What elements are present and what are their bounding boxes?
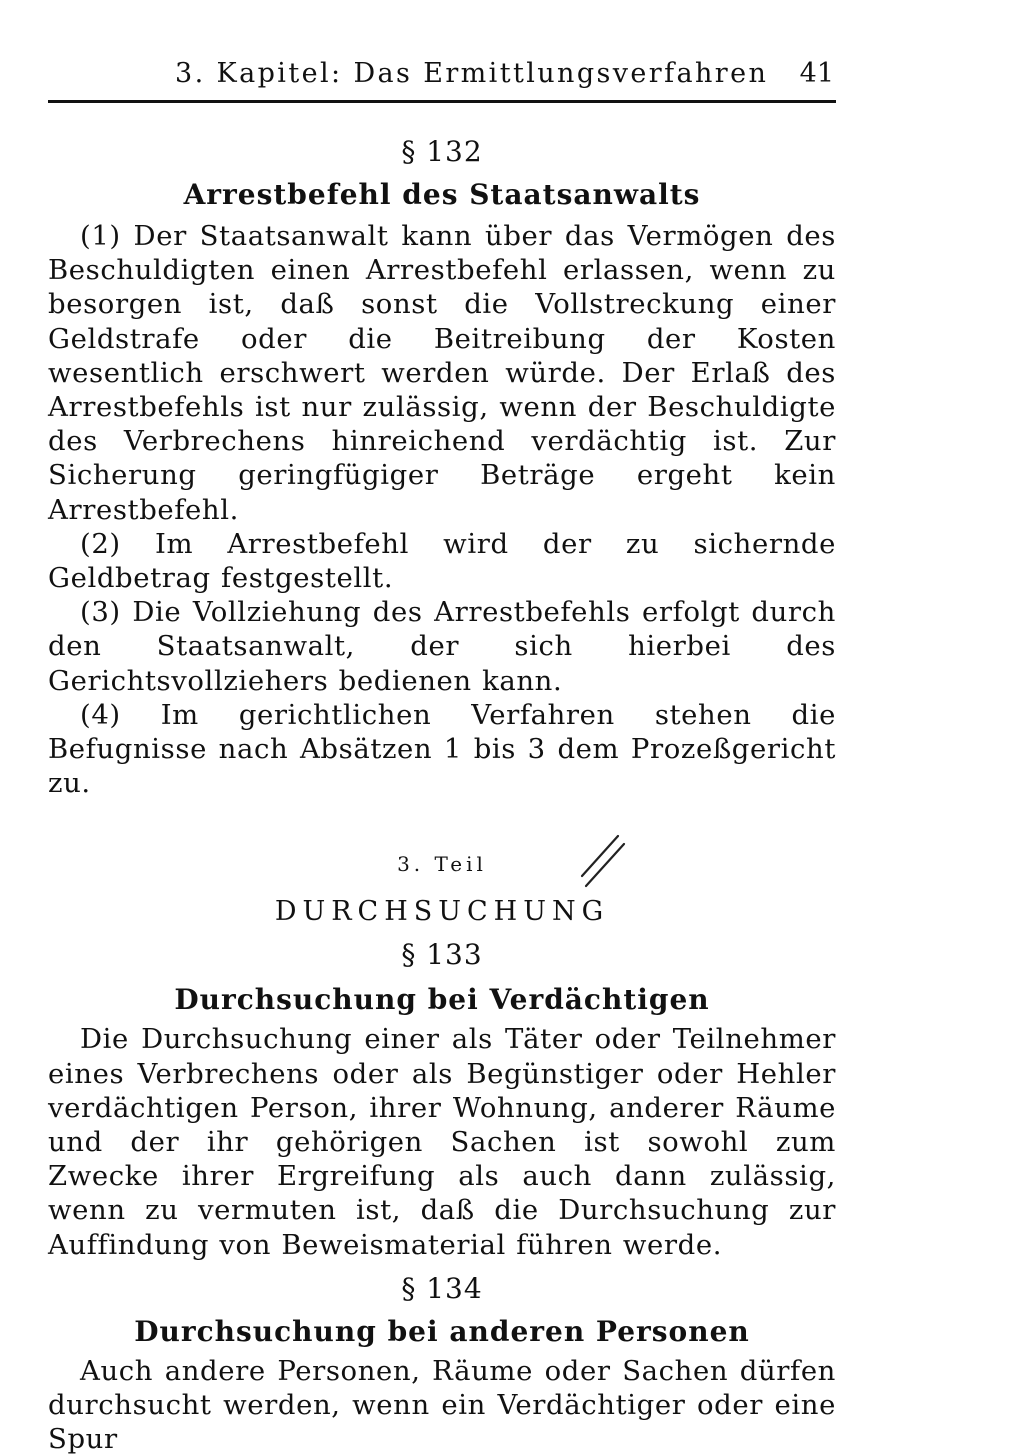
- section-133-number: § 133: [401, 938, 483, 972]
- book-page: [48, 52, 836, 1456]
- running-header: [48, 52, 836, 103]
- section-133: [48, 936, 836, 1261]
- page-number: 41: [799, 58, 834, 89]
- section-134-text: Auch andere Personen, Räume oder Sachen dürfen durchsucht werden, wenn ein Verdächtiger oder eine Spur: [48, 1354, 836, 1456]
- section-133-title: Durchsuchung bei Verdächtigen: [174, 983, 710, 1017]
- section-132-paragraph-3: (3) Die Vollziehung des Arrestbefehls erfolgt durch den Staatsanwalt, der sich hierbei des Gerichtsvollziehers bedienen kann.: [48, 596, 836, 697]
- part-3-heading: [48, 850, 836, 932]
- handwritten-double-stroke-mark: [572, 832, 632, 892]
- section-134-number: § 134: [401, 1271, 483, 1305]
- section-134: [48, 1270, 836, 1456]
- section-132-paragraph-2: (2) Im Arrestbefehl wird der zu sichernde Geldbetrag festgestellt.: [48, 527, 836, 595]
- section-134-title: Durchsuchung bei anderen Personen: [134, 1314, 750, 1348]
- part-label: 3. Teil: [397, 852, 487, 877]
- section-132-title: Arrestbefehl des Staatsanwalts: [183, 178, 701, 211]
- section-132-paragraph-1: (1) Der Staatsanwalt kann über das Vermögen des Beschuldigten einen Arrestbefehl erlassen, wenn zu besorgen ist, daß sonst die Vollstreckung einer Geldstrafe oder die Beitreibung der Kosten wesentlich erschwert werden würde. Der Erlaß des Arrestbefehls ist nur zulässig, wenn der Beschuldigte des Verbrechens hinreichend verdächtig ist. Zur Sicherung geringfügiger Beträge ergeht kein Arrestbefehl.: [48, 220, 836, 526]
- section-132-number: § 132: [401, 135, 483, 168]
- section-132: [48, 133, 836, 800]
- section-132-paragraph-4: (4) Im gerichtlichen Verfahren stehen die Befugnisse nach Absätzen 1 bis 3 dem Prozeßgericht zu.: [48, 698, 836, 800]
- chapter-title: 3. Kapitel: Das Ermittlungsverfahren: [175, 58, 769, 89]
- part-title: DURCHSUCHUNG: [274, 896, 610, 928]
- section-133-text: Die Durchsuchung einer als Täter oder Teilnehmer eines Verbrechens oder als Begünstiger oder Hehler verdächtigen Person, ihrer Wohnung, anderer Räume und der ihr gehörigen Sachen ist sowohl zum Zwecke ihrer Ergreifung als auch dann zulässig, wenn zu vermuten ist, daß die Durchsuchung zur Auffindung von Beweismaterial führen werde.: [48, 1023, 836, 1261]
